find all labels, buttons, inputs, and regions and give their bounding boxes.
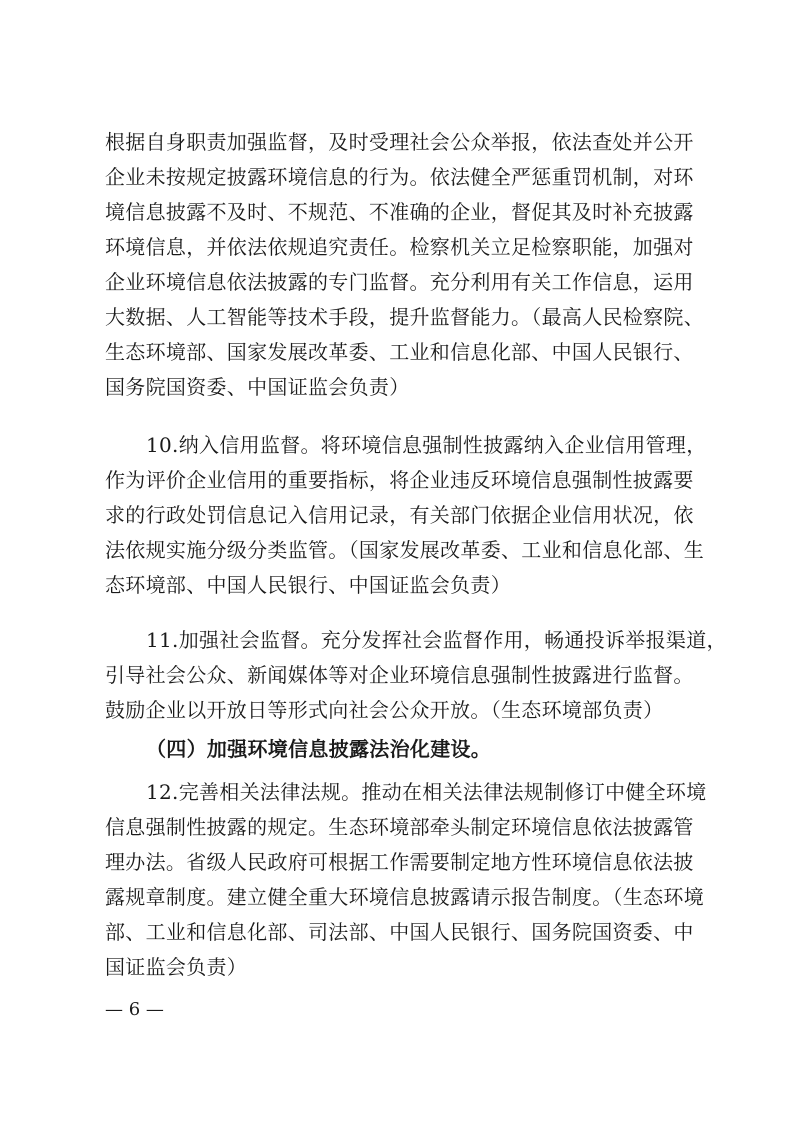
paragraph-line: 企业未按规定披露环境信息的行为。依法健全严惩重罚机制，对环 xyxy=(105,165,694,189)
page-number: — 6 — xyxy=(105,999,164,1020)
paragraph-line: 引导社会公众、新闻媒体等对企业环境信息强制性披露进行监督。 xyxy=(105,663,694,687)
section-heading: （四）加强环境信息披露法治化建设。 xyxy=(146,737,492,761)
paragraph-line: 信息强制性披露的规定。生态环境部牵头制定环境信息依法披露管 xyxy=(105,815,694,839)
paragraph-line: 12.完善相关法律法规。推动在相关法律法规制修订中健全环境 xyxy=(146,780,707,804)
paragraph-line: 企业环境信息依法披露的专门监督。充分利用有关工作信息，运用 xyxy=(105,270,694,294)
paragraph-line: 10.纳入信用监督。将环境信息强制性披露纳入企业信用管理， xyxy=(146,433,707,457)
paragraph-line: 鼓励企业以开放日等形式向社会公众开放。（生态环境部负责） xyxy=(105,698,664,722)
paragraph-line: 理办法。省级人民政府可根据工作需要制定地方性环境信息依法披 xyxy=(105,850,694,874)
paragraph-line: 生态环境部、国家发展改革委、工业和信息化部、中国人民银行、 xyxy=(105,340,694,364)
paragraph-line: 态环境部、中国人民银行、中国证监会负责） xyxy=(105,573,511,597)
paragraph-line: 法依规实施分级分类监管。（国家发展改革委、工业和信息化部、生 xyxy=(105,538,704,562)
paragraph-line: 露规章制度。建立健全重大环境信息披露请示报告制度。（生态环境 xyxy=(105,885,704,909)
paragraph-line: 国证监会负责） xyxy=(105,955,248,979)
paragraph-line: 部、工业和信息化部、司法部、中国人民银行、国务院国资委、中 xyxy=(105,920,694,944)
paragraph-line: 环境信息，并依法依规追究责任。检察机关立足检察职能，加强对 xyxy=(105,235,694,259)
paragraph-line: 11.加强社会监督。充分发挥社会监督作用，畅通投诉举报渠道， xyxy=(146,628,727,652)
paragraph-line: 根据自身职责加强监督，及时受理社会公众举报，依法查处并公开 xyxy=(105,130,694,154)
paragraph-line: 国务院国资委、中国证监会负责） xyxy=(105,375,410,399)
paragraph-line: 大数据、人工智能等技术手段，提升监督能力。（最高人民检察院、 xyxy=(105,305,704,329)
paragraph-line: 境信息披露不及时、不规范、不准确的企业，督促其及时补充披露 xyxy=(105,200,694,224)
paragraph-line: 求的行政处罚信息记入信用记录，有关部门依据企业信用状况，依 xyxy=(105,503,694,527)
paragraph-line: 作为评价企业信用的重要指标，将企业违反环境信息强制性披露要 xyxy=(105,468,694,492)
